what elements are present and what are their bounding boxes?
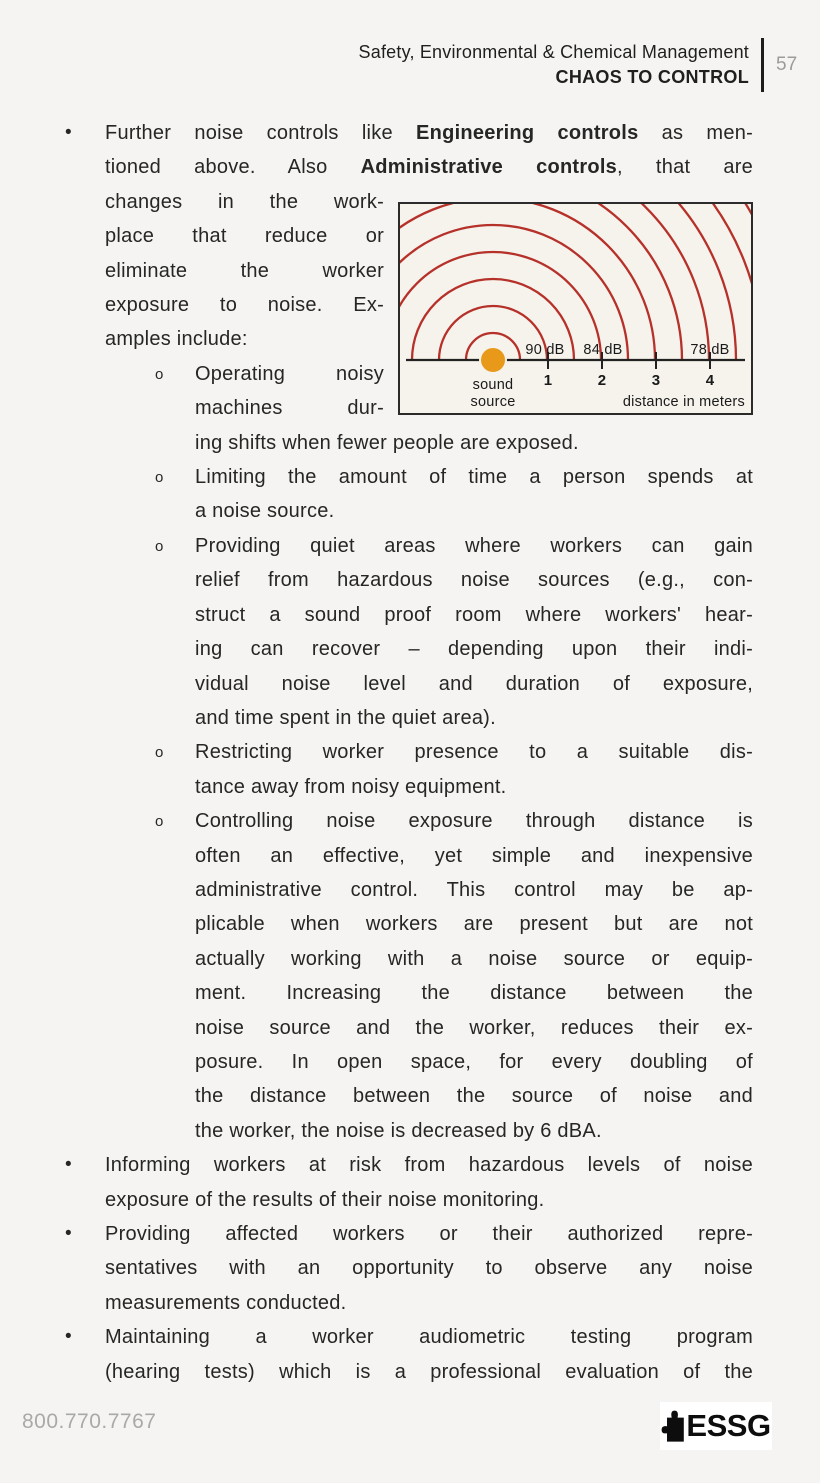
- essg-logo: [660, 1402, 772, 1450]
- list-item: [65, 1320, 753, 1389]
- sub-list-item: [65, 735, 753, 804]
- page-number: 57: [776, 54, 798, 75]
- header-title: Safety, Environmental & Chemical Management: [358, 42, 749, 62]
- bullet-icon: •: [65, 1223, 72, 1244]
- sub-list-item: [65, 357, 753, 460]
- text-line: machines dur-: [195, 397, 384, 420]
- text-line: Restricting worker presence to a suitable dis-: [195, 741, 753, 764]
- text-line: Providing affected workers or their authorized repre-: [105, 1223, 753, 1245]
- header-divider: [761, 38, 764, 92]
- sub-bullet-icon: o: [155, 537, 164, 555]
- sub-item-text: [195, 357, 753, 460]
- bullet-icon: •: [65, 1326, 72, 1348]
- text-segment: as men-: [638, 122, 754, 144]
- db-label-84: 84 dB: [583, 341, 623, 358]
- logo-text: ESSG: [686, 1408, 771, 1443]
- sound-source-label-line2: source: [470, 393, 516, 410]
- text-line: tance away from noisy equipment.: [195, 775, 507, 798]
- text-line: vidual noise level and duration of exposure,: [195, 672, 753, 695]
- page-body: [65, 116, 753, 1389]
- text-line: Controlling noise exposure through distance is: [195, 810, 753, 833]
- item-text: [105, 1320, 753, 1389]
- text-line: Operating noisy: [195, 362, 384, 385]
- text-line: the worker, the noise is decreased by 6 dBA.: [195, 1119, 602, 1142]
- bold-text-segment: Engineering controls: [416, 122, 639, 144]
- text-line: exposure to noise. Ex-: [105, 294, 384, 317]
- page-header: [359, 38, 802, 92]
- text-line: amples include:: [105, 328, 248, 351]
- sound-wave-arcs: [400, 204, 751, 360]
- sub-list-item: [65, 460, 753, 529]
- bullet-icon: •: [65, 1154, 72, 1176]
- item-text: [105, 1217, 753, 1320]
- text-segment: Further noise controls like: [105, 122, 417, 144]
- sub-item-text: [195, 460, 753, 529]
- text-line: ing can recover – depending upon their indi-: [195, 638, 753, 661]
- list-item: [65, 1148, 753, 1217]
- puzzle-piece-icon: [661, 1407, 685, 1445]
- text-line: actually working with a noise source or equip-: [195, 947, 753, 970]
- bullet-icon: •: [65, 122, 72, 143]
- text-line: Providing quiet areas where workers can gain: [195, 534, 753, 557]
- sub-bullet-icon: o: [155, 813, 164, 831]
- text-line: eliminate the worker: [105, 259, 384, 282]
- tick-label-3: 3: [651, 371, 661, 389]
- sub-list-item: [65, 529, 753, 735]
- text-line: noise source and the worker, reduces their ex-: [195, 1016, 753, 1039]
- footer-phone-number: 800.770.7767: [22, 1410, 157, 1433]
- header-titles: [359, 40, 749, 90]
- text-line: plicable when workers are present but are not: [195, 913, 753, 936]
- header-subtitle: CHAOS TO CONTROL: [555, 67, 749, 87]
- text-segment: tioned above. Also: [105, 156, 361, 179]
- sub-list-item: [65, 804, 753, 1148]
- text-line: exposure of the results of their noise monitoring.: [105, 1188, 545, 1211]
- text-line: place that reduce or: [105, 225, 384, 248]
- item-text: [105, 1148, 753, 1217]
- sub-bullet-icon: o: [155, 469, 164, 487]
- sub-bullet-icon: o: [155, 744, 164, 762]
- text-line: the distance between the source of noise and: [195, 1085, 753, 1108]
- text-line: Limiting the amount of time a person spends at: [195, 466, 753, 489]
- text-line: ing shifts when fewer people are exposed.: [195, 431, 579, 454]
- text-line: often an effective, yet simple and inexpensive: [195, 844, 753, 867]
- text-line: posure. In open space, for every doubling of: [195, 1050, 753, 1073]
- text-line: struct a sound proof room where workers' hear-: [195, 603, 753, 626]
- sound-source-label-line1: sound: [472, 376, 514, 393]
- text-line: sentatives with an opportunity to observe any noise: [105, 1257, 753, 1280]
- text-line: Maintaining a worker audiometric testing program: [105, 1326, 753, 1349]
- db-label-78: 78 dB: [690, 341, 730, 358]
- sub-item-text: [195, 735, 753, 804]
- tick-label-4: 4: [705, 371, 715, 389]
- text-line: [105, 150, 753, 184]
- sub-bullet-icon: o: [155, 365, 164, 383]
- text-line: Informing workers at risk from hazardous levels of noise: [105, 1154, 753, 1177]
- text-line: and time spent in the quiet area).: [195, 706, 496, 729]
- text-line: administrative control. This control may be ap-: [195, 878, 753, 901]
- sub-item-text: [195, 804, 753, 1148]
- tick-label-1: 1: [543, 371, 553, 389]
- bold-text-segment: Administrative controls: [360, 156, 617, 179]
- text-line: changes in the work-: [105, 190, 384, 213]
- text-line: (hearing tests) which is a professional evaluation of the: [105, 1360, 753, 1383]
- tick-label-2: 2: [597, 371, 607, 389]
- text-line: [105, 116, 753, 150]
- list-item: [65, 1217, 753, 1320]
- text-line: measurements conducted.: [105, 1291, 347, 1314]
- text-line: relief from hazardous noise sources (e.g., con-: [195, 569, 753, 592]
- sub-item-text: [195, 529, 753, 735]
- text-line: ment. Increasing the distance between the: [195, 982, 753, 1005]
- text-segment: , that are: [617, 156, 753, 179]
- text-line: a noise source.: [195, 500, 335, 523]
- distance-axis-label: distance in meters: [622, 393, 745, 410]
- db-label-90: 90 dB: [525, 341, 565, 358]
